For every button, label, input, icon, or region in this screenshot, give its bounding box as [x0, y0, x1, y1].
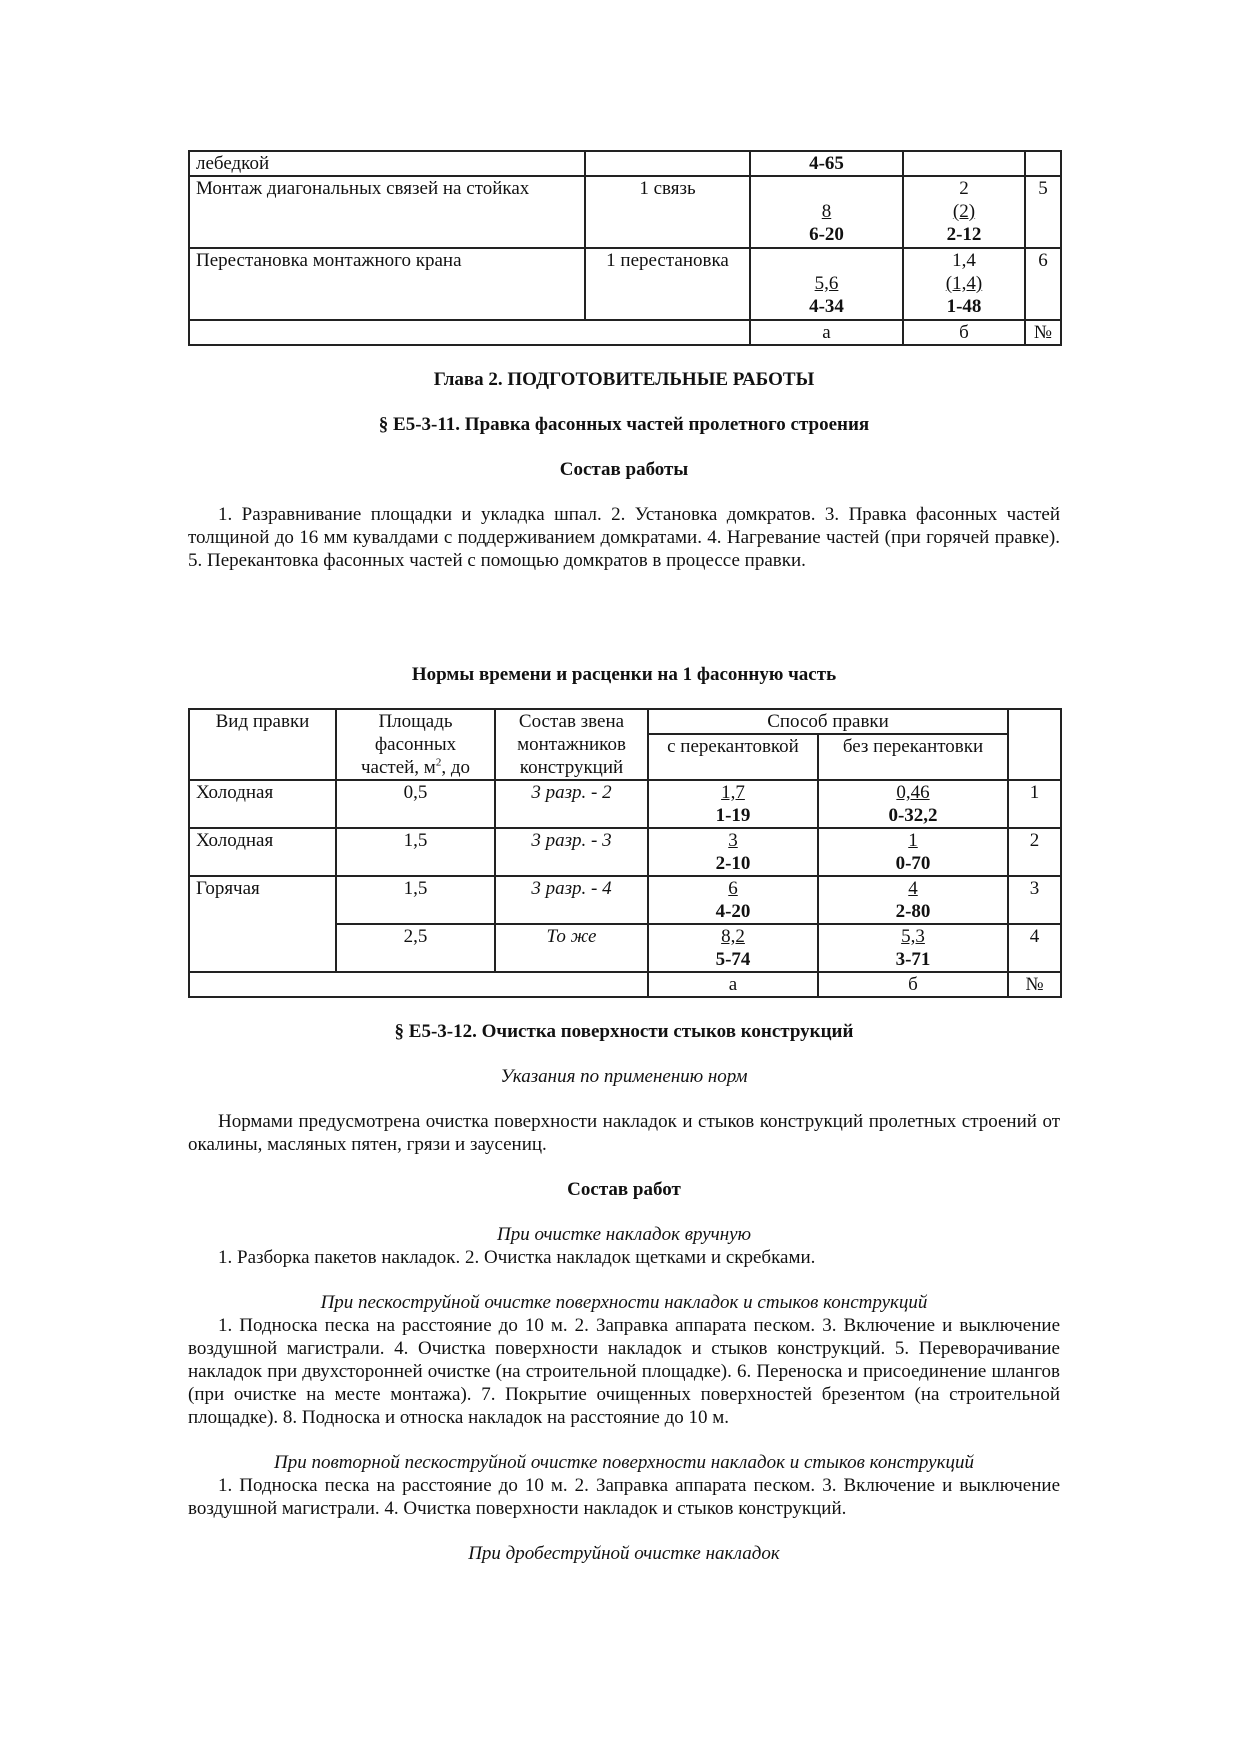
without-turn-cell — [818, 924, 1008, 972]
unit-cell: 1 связь — [585, 176, 750, 248]
work-name-cell: Перестановка монтажного крана — [189, 248, 585, 320]
footer-a: а — [648, 972, 818, 997]
table-footer-row — [189, 320, 1061, 345]
instructions-heading: Указания по применению норм — [500, 1066, 748, 1087]
num-cell: 2 — [1008, 828, 1061, 876]
table-row — [189, 828, 1061, 876]
norm-value: 2 — [959, 178, 969, 199]
norm-value: 3 — [728, 830, 738, 851]
type-cell: Горячая — [189, 876, 336, 972]
norm-value: 1,4 — [952, 250, 976, 271]
chapter-title: Глава 2. ПОДГОТОВИТЕЛЬНЫЕ РАБОТЫ — [433, 369, 815, 390]
crew-cell: 3 разр. - 4 — [495, 876, 648, 924]
num-cell: 6 — [1025, 248, 1061, 320]
num-cell: 1 — [1008, 780, 1061, 828]
area-cell: 0,5 — [336, 780, 495, 828]
header-area-line — [343, 756, 488, 779]
norm-paren-value: (1,4) — [945, 273, 983, 294]
without-turn-cell — [818, 828, 1008, 876]
rate-value: 5-74 — [715, 949, 751, 970]
table-row — [189, 248, 1061, 320]
norm-value: 8 — [821, 201, 832, 222]
work-name-cell: лебедкой — [189, 151, 585, 176]
num-cell: 4 — [1008, 924, 1061, 972]
table-footer-row — [189, 972, 1061, 997]
rate-value: 0-32,2 — [888, 805, 938, 826]
without-turn-cell — [818, 780, 1008, 828]
rate-value: 4-20 — [715, 901, 751, 922]
top-norms-table — [188, 150, 1062, 346]
with-turn-cell — [648, 924, 818, 972]
sandblast-text: 1. Подноска песка на расстояние до 10 м. 2. Заправка аппарата песком. 3. Включение и выключение воздушной магистрали. 4. Очистка поверхности накладок и стыков конструкций. 5. Переворачивание накладок при двухсторонней очистке (на строительной площадке). 6. Переноска и присоединение шлангов (при очистке на месте монтажа). 7. Покрытие очищенных поверхностей брезентом (на строительной площадке). 8. Подноска и относка накладок на расстояние до 10 м. — [188, 1315, 1060, 1428]
crew-cell: 3 разр. - 2 — [495, 780, 648, 828]
norm-value: 5,3 — [901, 926, 925, 947]
num-cell — [1025, 151, 1061, 176]
header-crew — [495, 709, 648, 780]
with-turn-cell — [648, 876, 818, 924]
section-title: § Е5-3-11. Правка фасонных частей пролетного строения — [378, 414, 870, 435]
rate-value: 2-80 — [895, 901, 931, 922]
norm-value: 8,2 — [721, 926, 745, 947]
repeat-sandblast-text: 1. Подноска песка на расстояние до 10 м. 2. Заправка аппарата песком. 3. Включение и выключение воздушной магистрали. 4. Очистка поверхности накладок и стыков конструкций. — [188, 1475, 1060, 1519]
header-area-sup: 2 — [435, 756, 442, 769]
num-cell: 5 — [1025, 176, 1061, 248]
area-cell: 1,5 — [336, 876, 495, 924]
norm-value: 5,6 — [814, 273, 839, 294]
norm-value: 4 — [908, 878, 918, 899]
header-crew-line: монтажников — [517, 734, 626, 755]
rate-value: 1-48 — [946, 296, 982, 317]
norm-rate-cell — [903, 248, 1025, 320]
header-crew-line: конструкций — [519, 757, 624, 778]
unit-cell — [585, 151, 750, 176]
norm-rate-cell — [903, 176, 1025, 248]
unit-cell: 1 перестановка — [585, 248, 750, 320]
header-method: Способ правки — [648, 709, 1008, 734]
area-cell: 1,5 — [336, 828, 495, 876]
norms-table — [188, 708, 1062, 998]
manual-text: 1. Разборка пакетов накладок. 2. Очистка накладок щетками и скребками. — [218, 1247, 816, 1268]
crew-cell: То же — [495, 924, 648, 972]
norm-rate-cell — [750, 176, 903, 248]
section-title: § Е5-3-12. Очистка поверхности стыков конструкций — [394, 1021, 854, 1042]
norm-value: 0,46 — [896, 782, 930, 803]
num-cell: 3 — [1008, 876, 1061, 924]
rate-value: 6-20 — [809, 224, 844, 245]
norms-title: Нормы времени и расценки на 1 фасонную часть — [411, 664, 837, 685]
rate-value: 3-71 — [895, 949, 931, 970]
norm-paren-value: (2) — [952, 201, 976, 222]
header-area-text: частей, м — [360, 757, 436, 778]
sandblast-heading: При пескоструйной очистке поверхности накладок и стыков конструкций — [320, 1292, 928, 1313]
rate-value: 2-12 — [946, 224, 982, 245]
instructions-text: Нормами предусмотрена очистка поверхности накладок и стыков конструкций пролетных строений от окалины, масляных пятен, грязи и заусениц. — [188, 1111, 1060, 1155]
footer-empty-cell — [189, 972, 648, 997]
b-cell — [903, 151, 1025, 176]
rate-value: 0-70 — [895, 853, 931, 874]
table-row — [189, 780, 1061, 828]
footer-num: № — [1025, 320, 1061, 345]
with-turn-cell — [648, 828, 818, 876]
rate-cell: 4-65 — [750, 151, 903, 176]
shot-blast-heading: При дробеструйной очистке накладок — [468, 1543, 780, 1564]
type-cell: Холодная — [189, 780, 336, 828]
composition-text: 1. Разравнивание площадки и укладка шпал. 2. Установка домкратов. 3. Правка фасонных частей толщиной до 16 мм кувалдами с поддерживанием домкратами. 4. Нагревание частей (при горячей правке). 5. Перекантовка фасонных частей с помощью домкратов в процессе правки. — [188, 504, 1060, 571]
header-area-text: , до — [441, 757, 471, 778]
header-area — [336, 709, 495, 780]
type-cell: Холодная — [189, 828, 336, 876]
composition-heading: Состав работ — [567, 1179, 681, 1200]
rate-value: 1-19 — [715, 805, 751, 826]
repeat-sandblast-heading: При повторной пескоструйной очистке поверхности накладок и стыков конструкций — [273, 1452, 974, 1473]
table-header-row — [189, 709, 1061, 734]
area-cell: 2,5 — [336, 924, 495, 972]
norm-value: 1,7 — [721, 782, 745, 803]
header-area-line: фасонных — [374, 734, 457, 755]
manual-heading: При очистке накладок вручную — [496, 1224, 751, 1245]
without-turn-cell — [818, 876, 1008, 924]
footer-a: а — [750, 320, 903, 345]
norm-value: 1 — [908, 830, 918, 851]
norm-value: 6 — [728, 878, 738, 899]
header-num — [1008, 709, 1061, 780]
crew-cell: 3 разр. - 3 — [495, 828, 648, 876]
rate-value: 2-10 — [715, 853, 751, 874]
header-area-line: Площадь — [378, 711, 453, 732]
work-name-cell: Монтаж диагональных связей на стойках — [189, 176, 585, 248]
header-without-turn: без перекантовки — [818, 734, 1008, 780]
composition-heading: Состав работы — [559, 459, 689, 480]
header-crew-line: Состав звена — [518, 711, 625, 732]
footer-b: б — [818, 972, 1008, 997]
footer-empty-cell — [189, 320, 750, 345]
header-with-turn: с перекантовкой — [648, 734, 818, 780]
rate-value: 4-34 — [809, 296, 844, 317]
document-page — [188, 150, 1060, 1565]
table-row — [189, 876, 1061, 924]
header-type: Вид правки — [189, 709, 336, 780]
norm-rate-cell — [750, 248, 903, 320]
footer-num: № — [1008, 972, 1061, 997]
with-turn-cell — [648, 780, 818, 828]
table-row — [189, 151, 1061, 176]
footer-b: б — [903, 320, 1025, 345]
table-row — [189, 176, 1061, 248]
